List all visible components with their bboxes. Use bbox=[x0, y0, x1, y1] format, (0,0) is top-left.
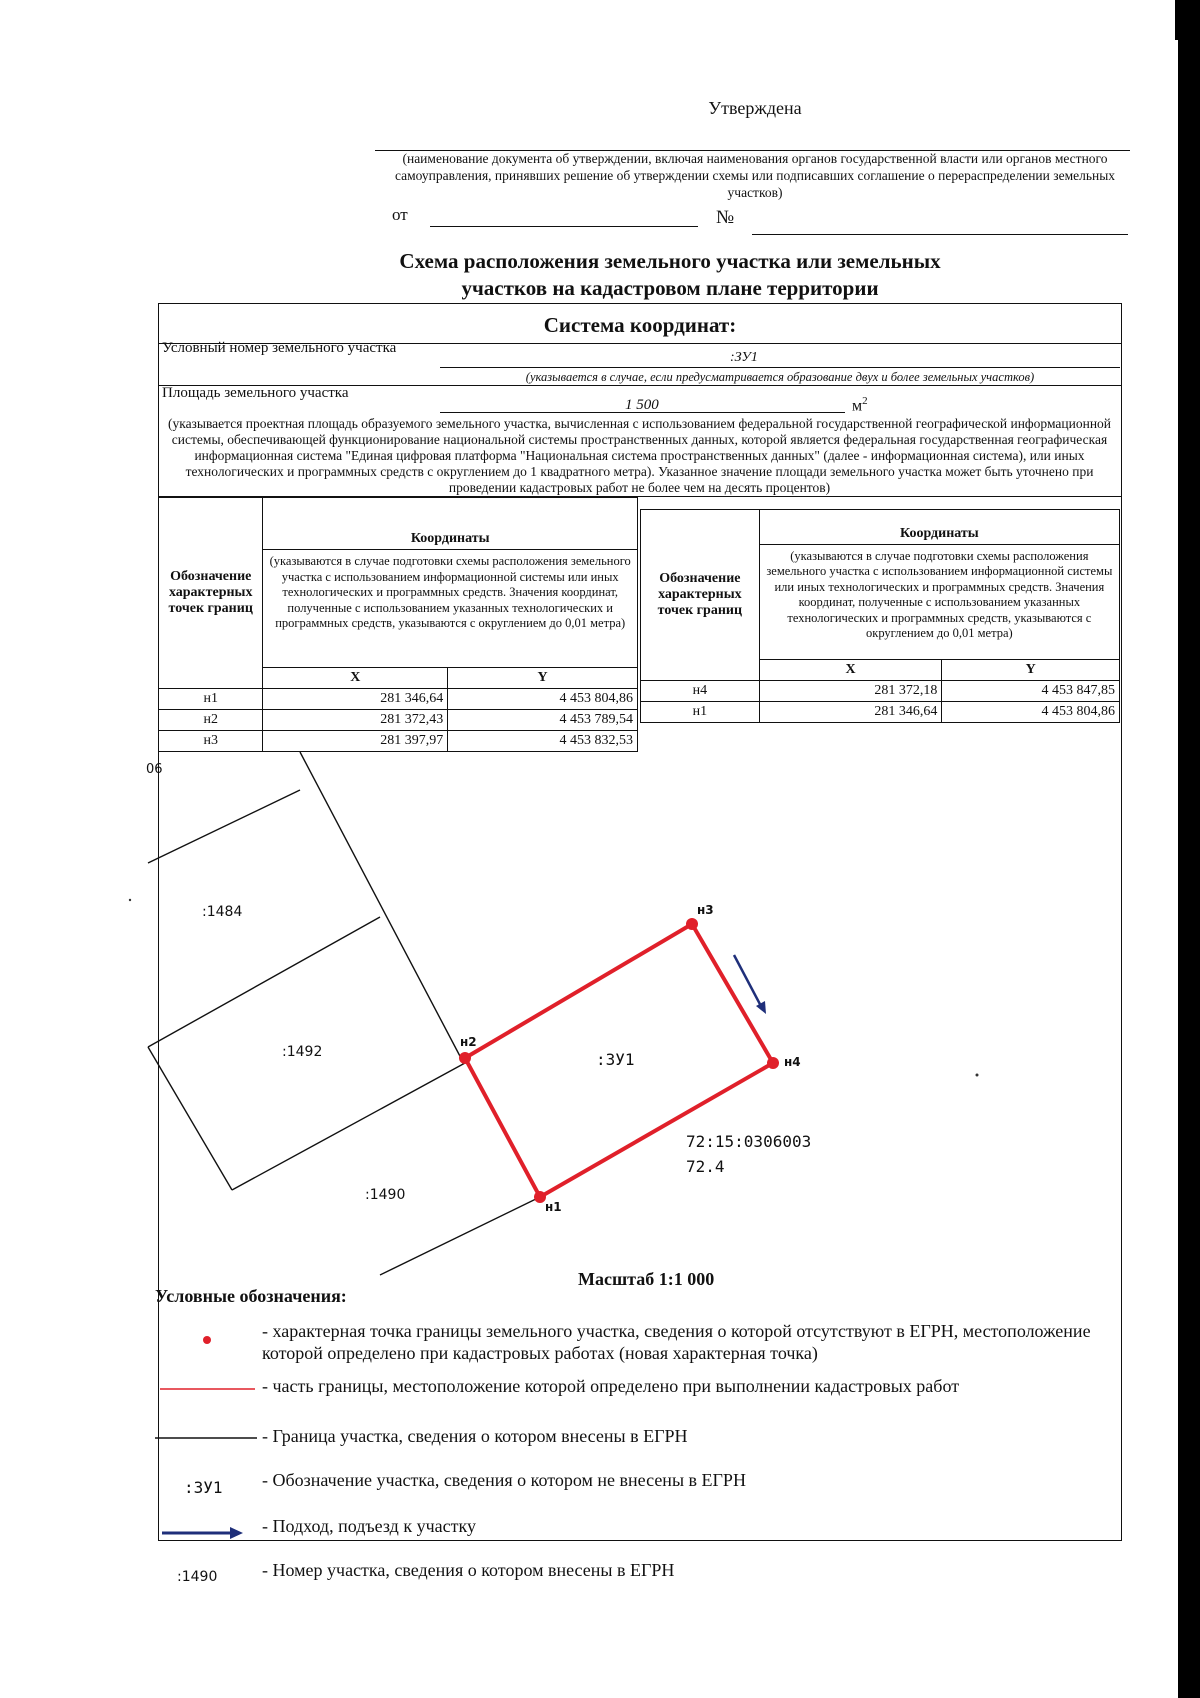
x-cell: 281 346,64 bbox=[263, 689, 448, 710]
number-label: № bbox=[716, 207, 735, 228]
point-cell: н1 bbox=[159, 689, 263, 710]
parcel-number-note: (указывается в случае, если предусматривается образование двух и более земельных участков) bbox=[525, 370, 1035, 384]
doc-title-line1: Схема расположения земельного участка или земельных bbox=[399, 249, 941, 273]
y-cell: 4 453 832,53 bbox=[448, 731, 638, 752]
quarter-number: 72:15:0306003 bbox=[686, 1132, 812, 1151]
scale-label: Масштаб 1:1 000 bbox=[578, 1269, 715, 1289]
point-cell: н4 bbox=[641, 681, 760, 702]
x-header-right: X bbox=[759, 660, 942, 681]
point-label-n1: н1 bbox=[545, 1200, 562, 1214]
legend-item-access: - Подход, подъезд к участку bbox=[262, 1516, 476, 1536]
legend-point-icon bbox=[203, 1336, 211, 1344]
x-cell: 281 397,97 bbox=[263, 731, 448, 752]
legend-item-parcel-number: - Номер участка, сведения о котором внесены в ЕГРН bbox=[262, 1560, 675, 1580]
parcel-number-label: Условный номер земельного участка bbox=[162, 340, 397, 356]
area-label: Площадь земельного участка bbox=[162, 385, 349, 401]
parcel-label-1484: :1484 bbox=[202, 904, 243, 920]
quarter-sub: 72.4 bbox=[686, 1157, 725, 1176]
legend-item-new-boundary: - часть границы, местоположение которой определено при выполнении кадастровых работ bbox=[262, 1376, 960, 1396]
point-cell: н1 bbox=[641, 702, 760, 723]
new-parcel-label: :ЗУ1 bbox=[596, 1050, 635, 1069]
coords-header-left: Координаты (указываются в случае подготовки схемы расположения земельного участка с использованием информационной системы или иных технологических и программных средств. Значения координат, полученные с использованием указанных технологических и программных средств, указываются с округлением до 0,01 метра) bbox=[263, 498, 638, 668]
y-cell: 4 453 804,86 bbox=[942, 702, 1120, 723]
y-header-right: Y bbox=[942, 660, 1120, 681]
point-label-n2: н2 bbox=[460, 1035, 477, 1049]
parcel-label-1490: :1490 bbox=[365, 1187, 406, 1203]
y-cell: 4 453 804,86 bbox=[448, 689, 638, 710]
legend-sample-new-label: :ЗУ1 bbox=[184, 1478, 223, 1497]
legend-arrow-icon bbox=[162, 1527, 243, 1539]
legend-title: Условные обозначения: bbox=[155, 1286, 347, 1306]
approved-label: Утверждена bbox=[708, 98, 802, 118]
y-header-left: Y bbox=[448, 668, 638, 689]
y-cell: 4 453 847,85 bbox=[942, 681, 1120, 702]
parcel-label-1492: :1492 bbox=[282, 1044, 323, 1060]
doc-title-line2: участков на кадастровом плане территории bbox=[461, 276, 879, 300]
y-cell: 4 453 789,54 bbox=[448, 710, 638, 731]
from-label: от bbox=[392, 205, 408, 224]
point-cell: н2 bbox=[159, 710, 263, 731]
x-cell: 281 346,64 bbox=[759, 702, 942, 723]
points-header-right: Обозначение характерных точек границ bbox=[641, 510, 760, 681]
x-cell: 281 372,18 bbox=[759, 681, 942, 702]
legend-sample-number-label: :1490 bbox=[177, 1569, 218, 1585]
legend-item-new-parcel-label: - Обозначение участка, сведения о котором не внесены в ЕГРН bbox=[262, 1470, 746, 1490]
area-value: 1 500 bbox=[625, 397, 659, 413]
approval-note: (наименование документа об утверждении, включая наименования органов государственной власти или органов местного самоуправления, принявших решение об утверждении схемы или подписавших соглашение о перераспределении земельных участков) bbox=[394, 151, 1116, 200]
coords-header-right: Координаты (указываются в случае подготовки схемы расположения земельного участка с использованием информационной системы или иных технологических и программных средств. Значения координат, полученные с использованием указанных технологических и программных средств, указываются с округлением до 0,01 метра) bbox=[759, 510, 1119, 660]
x-header-left: X bbox=[263, 668, 448, 689]
point-label-n4: н4 bbox=[784, 1055, 801, 1069]
point-cell: н3 bbox=[159, 731, 263, 752]
parcel-number-value: :ЗУ1 bbox=[730, 350, 758, 365]
corner-label: 06 bbox=[146, 762, 163, 777]
area-unit: $м^2$ bbox=[852, 395, 868, 415]
coord-system-label: Система координат: bbox=[543, 313, 737, 337]
point-label-n3: н3 bbox=[697, 903, 714, 917]
legend-item-existing-boundary: - Граница участка, сведения о котором внесены в ЕГРН bbox=[262, 1426, 688, 1446]
points-header-left: Обозначение характерных точек границ bbox=[159, 498, 263, 689]
area-note: (указывается проектная площадь образуемого земельного участка, вычисленная с использованием федеральной государственной географической информационной системы, обеспечивающей функционирование национальной системы пространственных данных, которой является федеральная государственная географическая информационная система "Единая цифровая платформа "Национальная система пространственных данных" (далее - информационная система), или иных технологических и программных средств с округлением до 1 квадратного метра). Указанное значение площади земельного участка может быть уточнено при проведении кадастровых работ не более чем на десять процентов) bbox=[167, 416, 1112, 495]
x-cell: 281 372,43 bbox=[263, 710, 448, 731]
legend-item-new-point: - характерная точка границы земельного участка, сведения о которой отсутствуют в ЕГРН, местоположение которой определено при кадастровых работах (новая характерная точка) bbox=[262, 1321, 1091, 1363]
